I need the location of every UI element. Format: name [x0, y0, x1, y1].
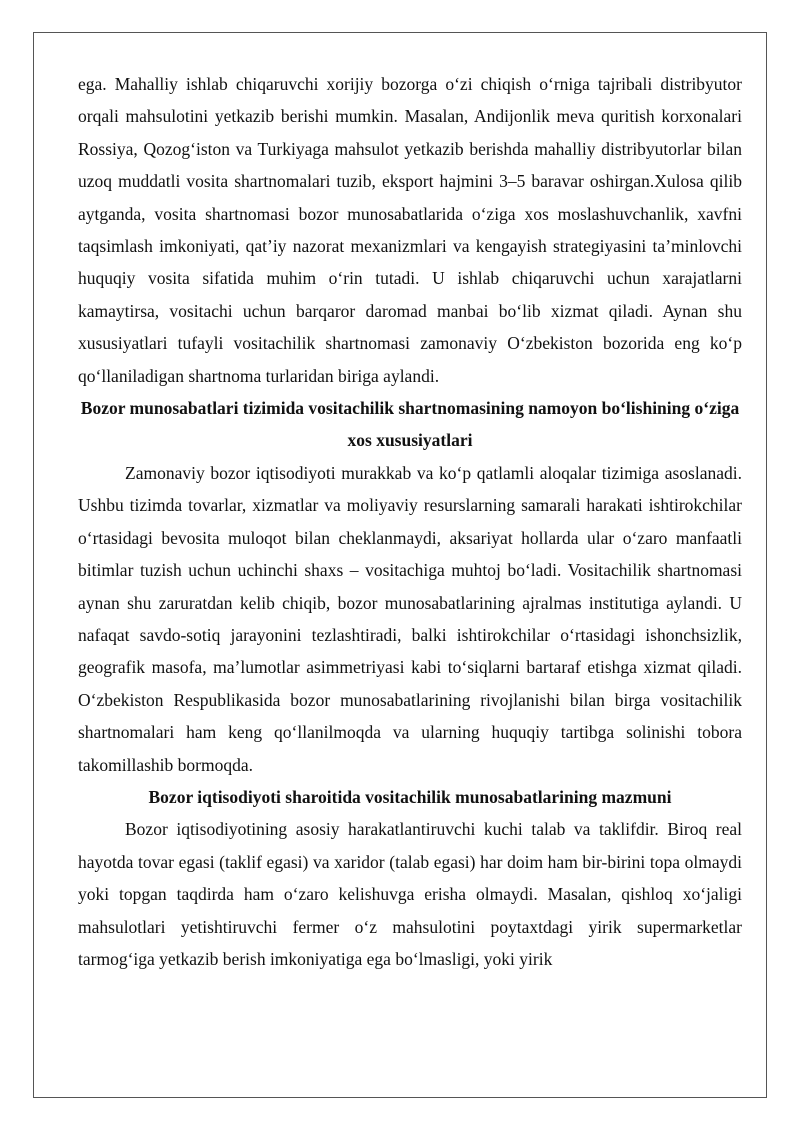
body-paragraph: Bozor iqtisodiyotining asosiy harakatlantiruvchi kuchi talab va taklifdir. Biroq real hayotda tovar egasi (taklif egasi) va xaridor (talab egasi) har doim ham bir-birini topa olmaydi yoki topgan taqdirda ham o‘zaro kelishuvga erisha olmaydi. Masalan, qishloq xo‘jaligi mahsulotlari yetishtiruvchi fermer o‘z mahsulotini poytaxtdagi yirik supermarketlar tarmog‘iga yetkazib berish imkoniyatiga ega bo‘lmasligi, yoki yirik: [78, 819, 742, 969]
body-paragraph: Zamonaviy bozor iqtisodiyoti murakkab va ko‘p qatlamli aloqalar tizimiga asoslanadi. Ushbu tizimda tovarlar, xizmatlar va moliyaviy resurslarning samarali harakati ishtirokchilar o‘rtasidagi bevosita muloqot bilan cheklanmaydi, aksariyat hollarda ular o‘zaro manfaatli bitimlar tuzish uchun uchinchi shaxs – vositachiga muhtoj bo‘ladi. Vositachilik shartnomasi aynan shu zaruratdan kelib chiqib, bozor munosabatlarining ajralmas institutiga aylandi. U nafaqat savdo-sotiq jarayonini tezlashtiradi, balki ishtirokchilar o‘rtasidagi ishonchsizlik, geografik masofa, ma’lumotlar asimmetriyasi kabi to‘siqlarni bartaraf etishga xizmat qiladi. O‘zbekiston Respublikasida bozor munosabatlarining rivojlanishi bilan birga vositachilik shartnomalari ham keng qo‘llanilmoqda va ularning huquqiy tartibga solinishi tobora takomillashib bormoqda.: [78, 462, 742, 775]
section-heading: Bozor iqtisodiyoti sharoitida vositachilik munosabatlarining mazmuni: [148, 786, 672, 807]
section-heading: Bozor munosabatlari tizimida vositachilik shartnomasining namoyon bo‘lishining o‘ziga xos xususiyatlari: [80, 398, 740, 451]
document-body: [78, 68, 742, 975]
body-paragraph: ega. Mahalliy ishlab chiqaruvchi xorijiy bozorga o‘zi chiqish o‘rniga tajribali distribyutor orqali mahsulotini yetkazib berishi mumkin. Masalan, Andijonlik meva quritish korxonalari Rossiya, Qozog‘iston va Turkiyaga mahsulot yetkazib berishda mahalliy distribyutorlar bilan uzoq muddatli vosita shartnomalari tuzib, eksport hajmini 3–5 baravar oshirgan.Xulosa qilib aytganda, vosita shartnomasi bozor munosabatlarida o‘ziga xos moslashuvchanlik, xavfni taqsimlash imkoniyati, qat’iy nazorat mexanizmlari va kengayish strategiyasini ta’minlovchi huquqiy vosita sifatida muhim o‘rin tutadi. U ishlab chiqaruvchi uchun xarajatlarni kamaytirsa, vositachi uchun barqaror daromad manbai bo‘lib xizmat qiladi. Aynan shu xususiyatlari tufayli vositachilik shartnomasi zamonaviy O‘zbekiston bozorida eng ko‘p qo‘llaniladigan shartnoma turlaridan biriga aylandi.: [78, 74, 742, 386]
